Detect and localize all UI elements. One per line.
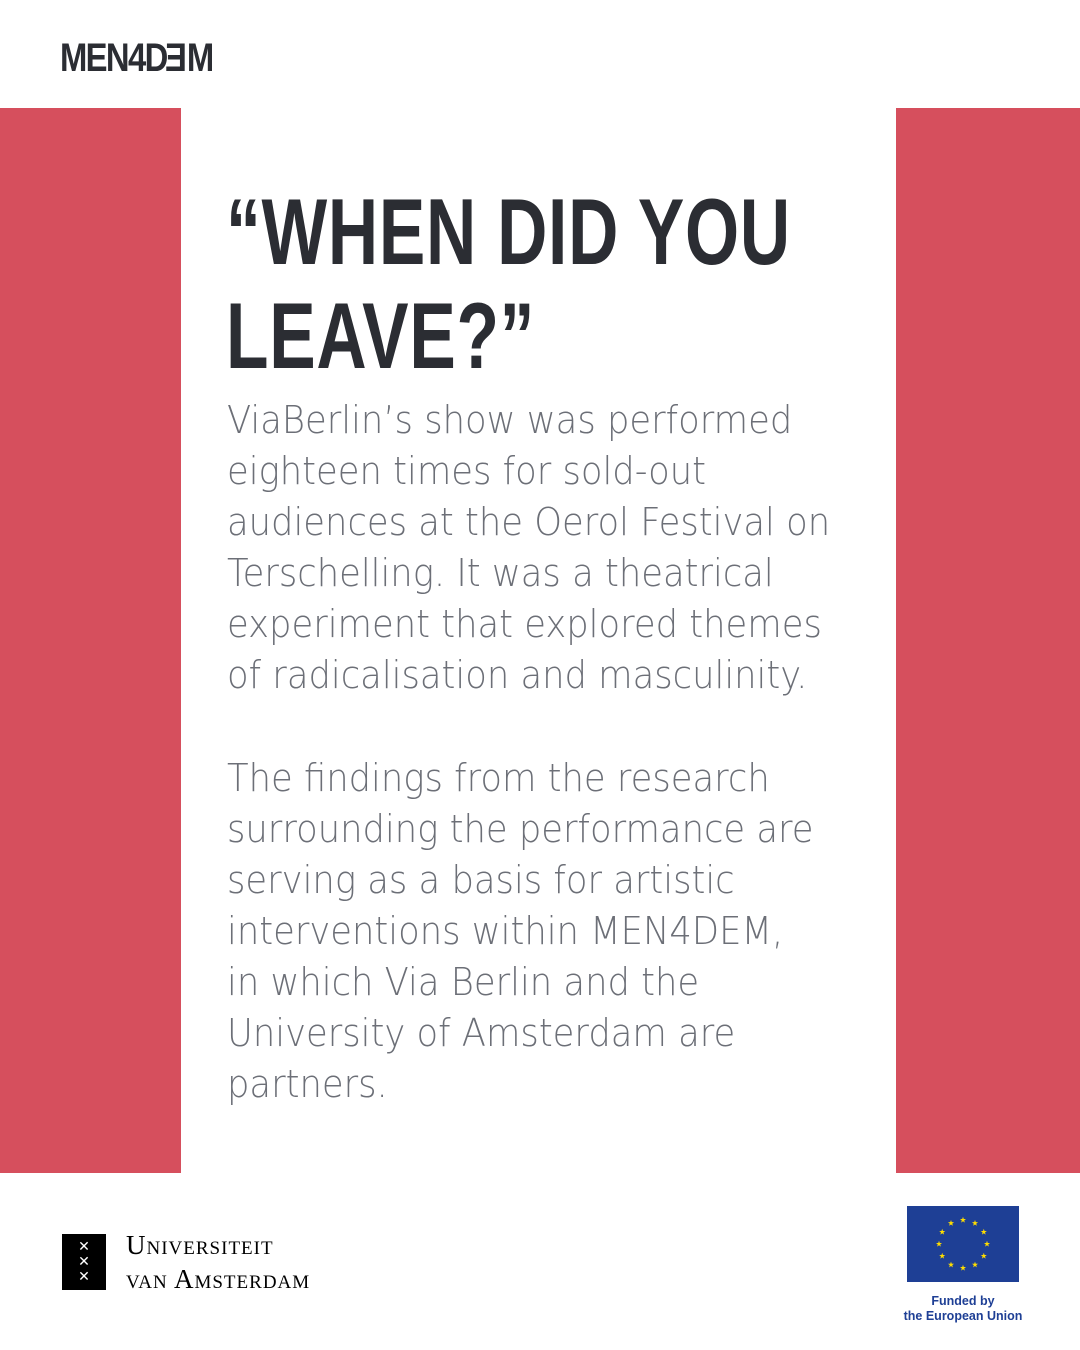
uva-wordmark-line-1: Universiteit [126,1230,274,1260]
uva-logo [62,1228,310,1296]
body-line: ViaBerlin’s show was performed [227,398,793,442]
body-line: surrounding the performance are [227,807,814,851]
eu-caption-line-1: Funded by [931,1294,995,1308]
body-line: in which Via Berlin and the [227,960,700,1004]
body-line: experiment that explored themes [227,602,822,646]
eu-caption-line-2: the European Union [903,1309,1023,1323]
logo-text-mirrored: E [166,36,187,80]
logo-text-right: M [186,36,213,80]
headline-line: “WHEN DID YOU [226,179,791,284]
body-line: The findings from the research [227,756,770,800]
accent-band-right [896,108,1080,1173]
body-line: audiences at the Oerol Festival on [227,500,831,544]
body-paragraph-1 [227,395,831,701]
uva-xxx-emblem-icon: ✕ ✕ ✕ [62,1234,106,1290]
body-line: University of Amsterdam are [227,1011,736,1055]
body-line: partners. [227,1062,388,1106]
accent-band-left [0,108,181,1173]
body-line: serving as a basis for artistic [227,858,735,902]
men4dem-logo [60,36,213,81]
eu-caption [898,1294,1028,1324]
headline-line: LEAVE?” [226,283,536,388]
logo-text-left: MEN4D [60,36,167,80]
body-line: eighteen times for sold-out [227,449,707,493]
uva-wordmark [126,1228,310,1296]
body-line: Terschelling. It was a theatrical [227,551,774,595]
eu-funding-badge [898,1206,1028,1324]
body-line: interventions within MEN4DEM, [227,909,784,953]
eu-flag-icon [907,1206,1019,1282]
headline [226,179,791,388]
body-paragraph-2 [227,753,822,1110]
uva-wordmark-line-2: van Amsterdam [126,1264,311,1294]
body-line: of radicalisation and masculinity. [227,653,808,697]
